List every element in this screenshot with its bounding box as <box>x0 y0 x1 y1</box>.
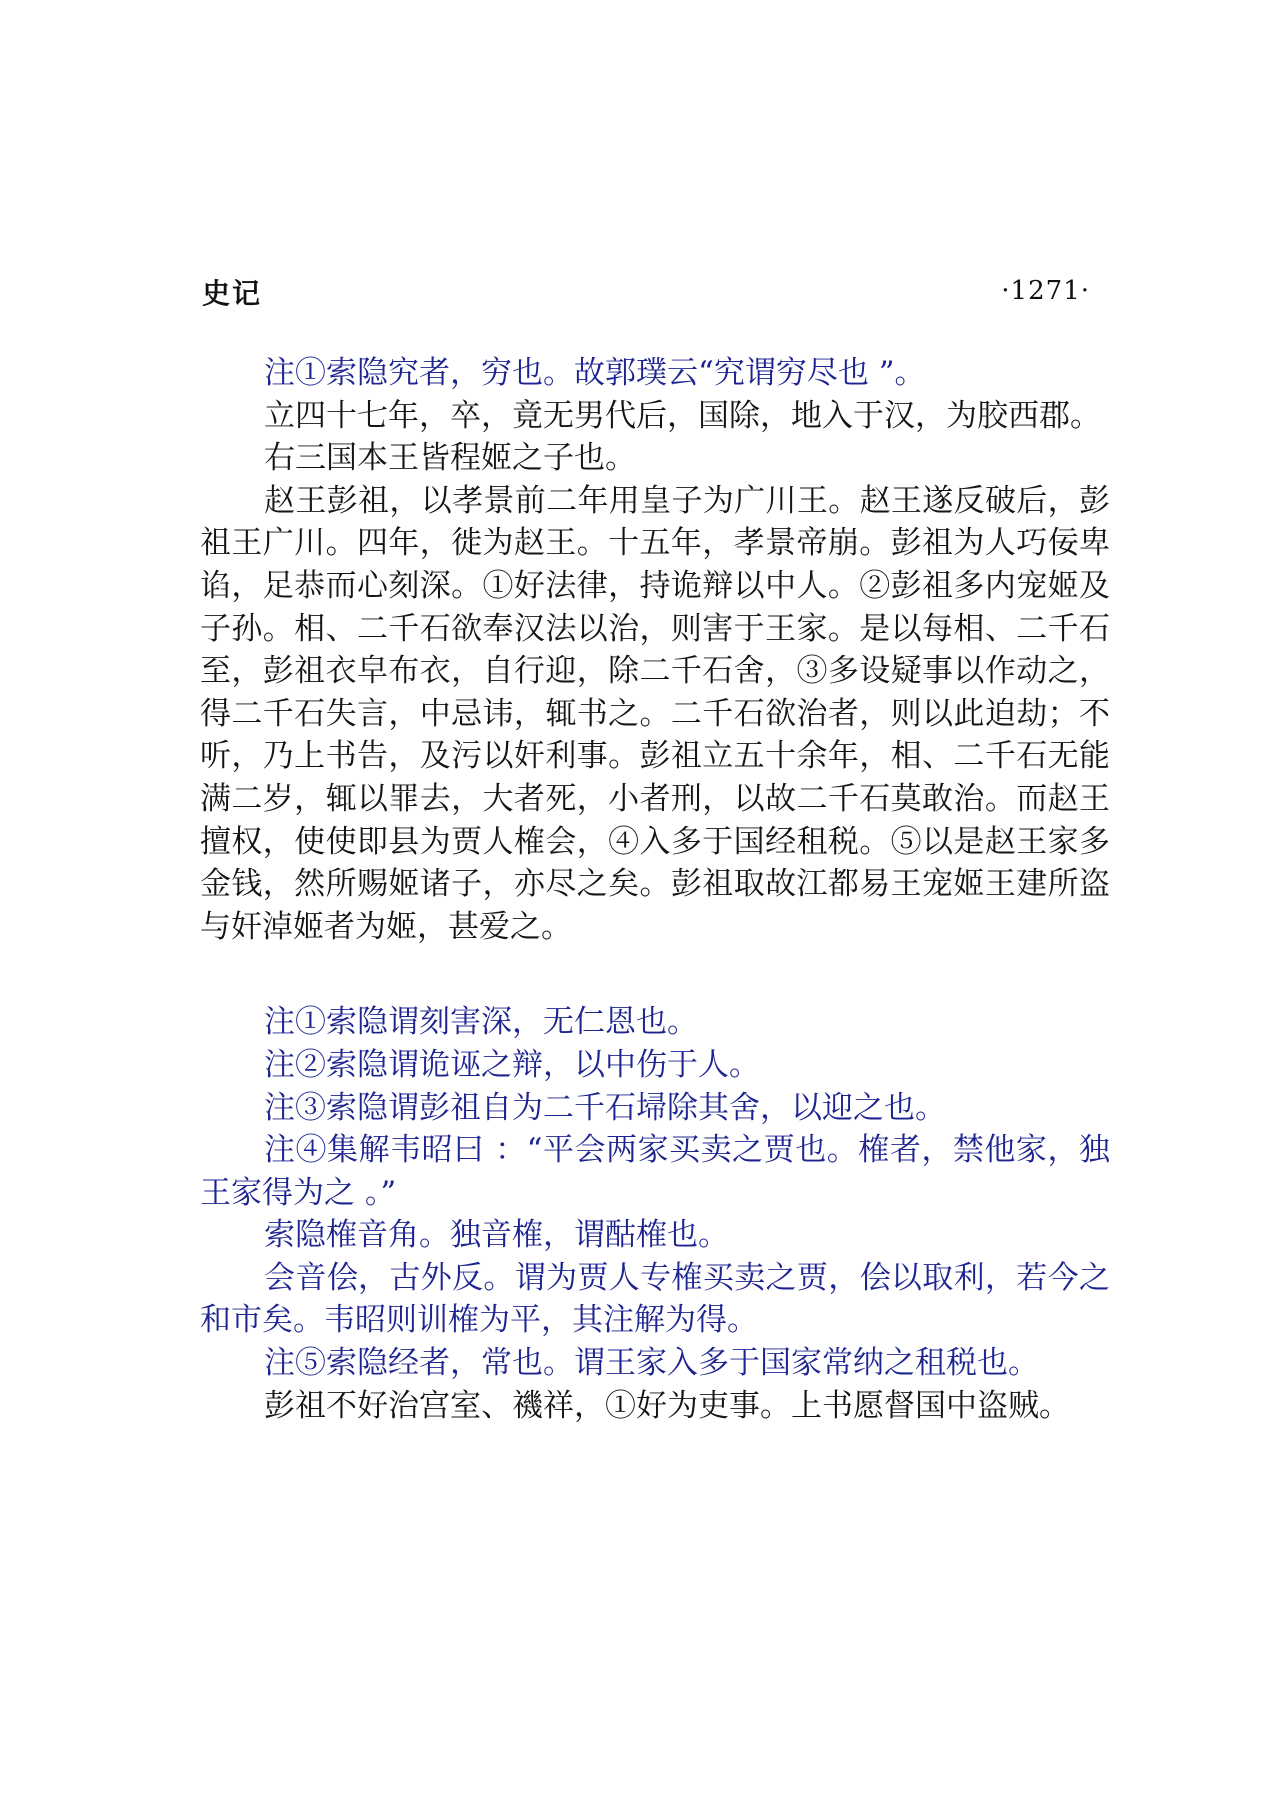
page-content <box>200 352 1110 1427</box>
body-paragraph: 立四十七年，卒，竟无男代后，国除，地入于汉，为胶西郡。 <box>264 397 1101 434</box>
annotation-paragraph: 注①索隐谓刻害深，无仁恩也。 <box>264 1004 698 1041</box>
annotation-paragraph: 注④集解韦昭曰 ：“平会两家买卖之贾也。榷者，禁他家，独王家得为之 。” <box>200 1132 1110 1211</box>
body-paragraph: 右三国本王皆程姬之子也。 <box>264 440 636 477</box>
annotation-paragraph: 索隐榷音角。独音榷，谓酤榷也。 <box>264 1217 729 1254</box>
annotation-paragraph: 注②索隐谓诡诬之辩，以中伤于人。 <box>264 1046 760 1083</box>
annotation-paragraph: 注⑤索隐经者，常也。谓王家入多于国家常纳之租税也。 <box>264 1345 1039 1382</box>
section-spacer <box>200 948 1110 1001</box>
annotation-paragraph: 会音侩，古外反。谓为贾人专榷买卖之贾，侩以取利，若今之和市矣。韦昭则训榷为平，其注解为得。 <box>200 1259 1110 1339</box>
page-header <box>202 272 1090 312</box>
page-number: ·1271· <box>1001 276 1090 306</box>
body-paragraph: 赵王彭祖，以孝景前二年用皇子为广川王。赵王遂反破后，彭祖王广川。四年，徙为赵王。十五年，孝景帝崩。彭祖为人巧佞卑谄，足恭而心刻深。①好法律，持诡辩以中人。②彭祖多内宠姬及子孙。相、二千石欲奉汉法以治，则害于王家。是以每相、二千石至，彭祖衣皁布衣，自行迎，除二千石舍，③多设疑事以作动之，得二千石失言，中忌讳，辄书之。二千石欲治者，则以此迫劫；不听，乃上书告，及污以奸利事。彭祖立五十余年，相、二千石无能满二岁，辄以罪去，大者死，小者刑，以故二千石莫敢治。而赵王擅权，使使即县为贾人榷会，④入多于国经租税。⑤以是赵王家多金钱，然所赐姬诸子，亦尽之矣。彭祖取故江都易王宠姬王建所盗与奸淖姬者为姬，甚爱之。 <box>200 482 1110 945</box>
body-paragraph: 彭祖不好治宫室、禨祥，①好为吏事。上书愿督国中盗贼。 <box>264 1387 1070 1424</box>
book-title: 史记 <box>202 277 263 310</box>
annotation-paragraph: 注①索隐究者，穷也。故郭璞云“究谓穷尽也 ”。 <box>264 355 926 391</box>
annotation-paragraph: 注③索隐谓彭祖自为二千石埽除其舍，以迎之也。 <box>264 1089 946 1126</box>
